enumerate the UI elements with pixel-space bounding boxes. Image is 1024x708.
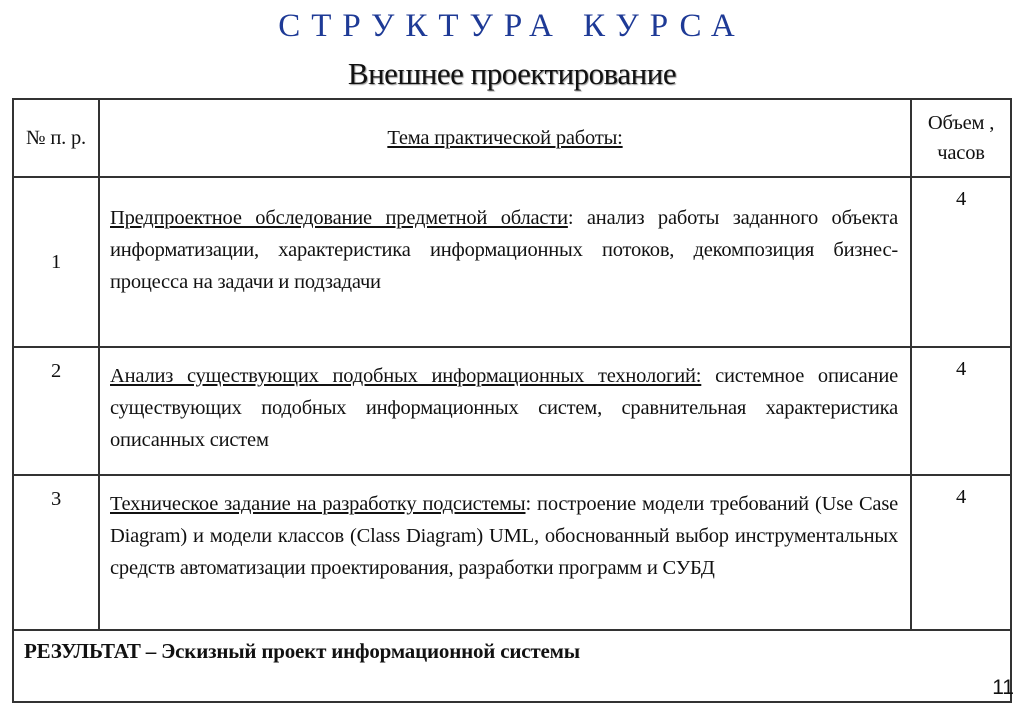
slide-title: СТРУКТУРА КУРСА [278, 8, 746, 44]
row-volume: 4 [911, 177, 1011, 347]
row-topic [99, 475, 911, 630]
page-number: 11 [992, 676, 1014, 699]
header-topic [99, 99, 911, 177]
table-header-row [13, 99, 1011, 177]
result-text: РЕЗУЛЬТАТ – Эскизный проект информационной системы [13, 630, 1011, 702]
topic-title: Техническое задание на разработку подсистемы [110, 493, 526, 515]
table-row [13, 475, 1011, 630]
header-topic-text: Тема практической работы: [387, 127, 623, 149]
row-num: 3 [13, 475, 99, 630]
table-row [13, 347, 1011, 475]
topic-description: системное описание существующих подобных информационных систем, сравнительная характеристика описанных систем [110, 365, 898, 451]
topic-title: Предпроектное обследование предметной области [110, 207, 568, 229]
row-topic [99, 347, 911, 475]
slide-subtitle: Внешнее проектирование [347, 56, 677, 91]
topic-description: : построение модели требований (Use Case Diagram) и модели классов (Class Diagram) UML, обоснованный выбор инструментальных средств автоматизации проектирования, разработки программ и СУБД [110, 493, 899, 579]
header-num: № п. р. [13, 99, 99, 177]
row-num: 2 [13, 347, 99, 475]
topic-title: Анализ существующих подобных информационных технологий: [110, 365, 702, 387]
row-volume: 4 [911, 347, 1011, 475]
row-topic [99, 177, 911, 347]
result-row [13, 630, 1011, 702]
topic-description: : анализ работы заданного объекта информатизации, характеристика информационных потоков, декомпозиция бизнес-процесса на задачи и подзадачи [110, 207, 898, 293]
course-structure-table [12, 98, 1012, 703]
table-row [13, 177, 1011, 347]
header-volume: Объем , часов [911, 99, 1011, 177]
row-num: 1 [13, 177, 99, 347]
row-volume: 4 [911, 475, 1011, 630]
